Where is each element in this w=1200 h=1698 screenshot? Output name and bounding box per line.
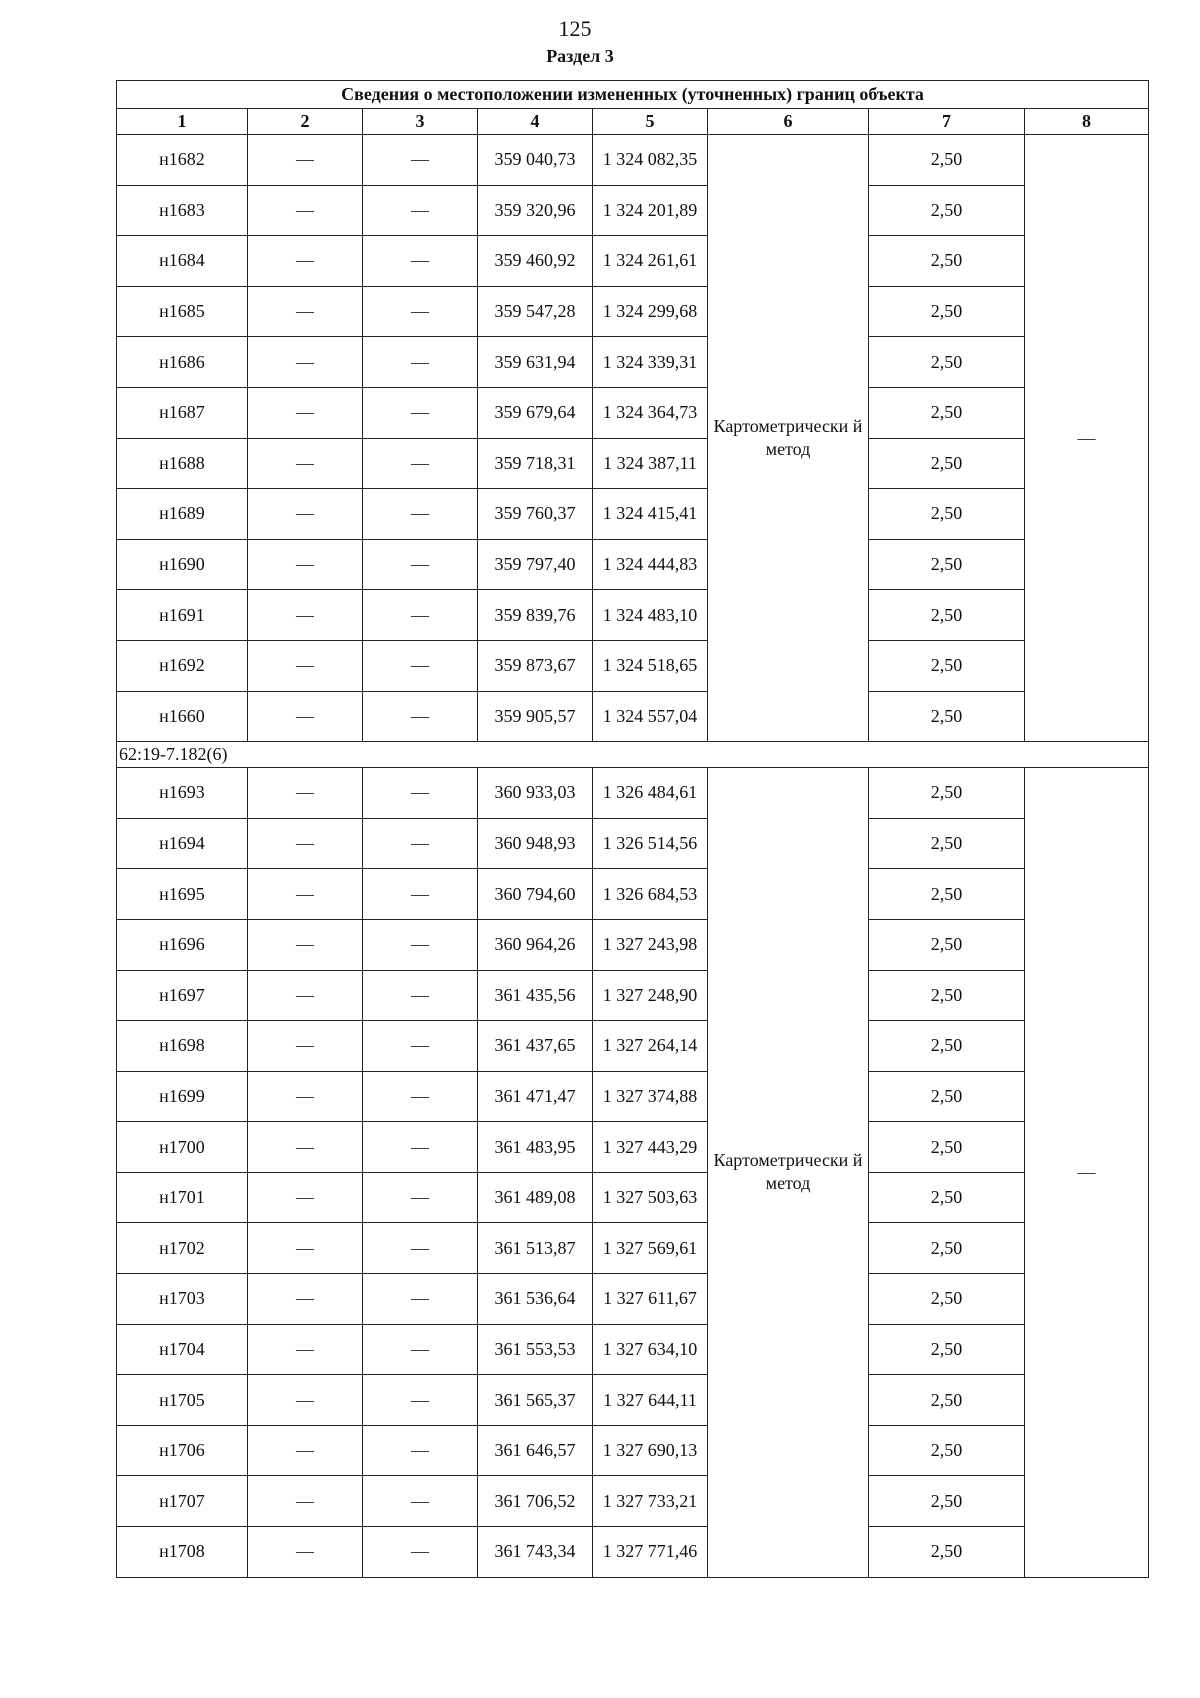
y-coordinate-cell: 1 324 483,10 <box>593 590 708 641</box>
table-row <box>117 1122 1149 1173</box>
point-name-cell: н1687 <box>117 387 248 438</box>
table-row <box>117 1223 1149 1274</box>
x-coordinate-cell: 361 646,57 <box>478 1425 593 1476</box>
table-row <box>117 1476 1149 1527</box>
col2-cell: — <box>248 1021 363 1072</box>
x-coordinate-cell: 359 760,37 <box>478 489 593 540</box>
x-coordinate-cell: 359 679,64 <box>478 387 593 438</box>
accuracy-cell: 2,50 <box>869 1223 1025 1274</box>
col8-cell: — <box>1025 135 1149 742</box>
col2-cell: — <box>248 1324 363 1375</box>
table-row <box>117 135 1149 186</box>
point-name-cell: н1694 <box>117 818 248 869</box>
accuracy-cell: 2,50 <box>869 1476 1025 1527</box>
x-coordinate-cell: 361 706,52 <box>478 1476 593 1527</box>
method-cell: Картометрически й метод <box>708 768 869 1578</box>
point-name-cell: н1701 <box>117 1172 248 1223</box>
x-coordinate-cell: 361 471,47 <box>478 1071 593 1122</box>
y-coordinate-cell: 1 327 733,21 <box>593 1476 708 1527</box>
col2-cell: — <box>248 590 363 641</box>
y-coordinate-cell: 1 327 248,90 <box>593 970 708 1021</box>
table-row <box>117 438 1149 489</box>
col3-cell: — <box>363 970 478 1021</box>
point-name-cell: н1704 <box>117 1324 248 1375</box>
col2-cell: — <box>248 768 363 819</box>
accuracy-cell: 2,50 <box>869 590 1025 641</box>
column-number: 3 <box>363 109 478 135</box>
x-coordinate-cell: 359 839,76 <box>478 590 593 641</box>
point-name-cell: н1686 <box>117 337 248 388</box>
accuracy-cell: 2,50 <box>869 1274 1025 1325</box>
y-coordinate-cell: 1 326 514,56 <box>593 818 708 869</box>
col2-cell: — <box>248 919 363 970</box>
col3-cell: — <box>363 640 478 691</box>
col2-cell: — <box>248 286 363 337</box>
point-name-cell: н1698 <box>117 1021 248 1072</box>
x-coordinate-cell: 361 437,65 <box>478 1021 593 1072</box>
x-coordinate-cell: 361 513,87 <box>478 1223 593 1274</box>
point-name-cell: н1705 <box>117 1375 248 1426</box>
col3-cell: — <box>363 1527 478 1578</box>
col3-cell: — <box>363 337 478 388</box>
accuracy-cell: 2,50 <box>869 919 1025 970</box>
col3-cell: — <box>363 236 478 287</box>
point-name-cell: н1688 <box>117 438 248 489</box>
column-number: 8 <box>1025 109 1149 135</box>
accuracy-cell: 2,50 <box>869 539 1025 590</box>
col2-cell: — <box>248 236 363 287</box>
accuracy-cell: 2,50 <box>869 1071 1025 1122</box>
table-row <box>117 1324 1149 1375</box>
table-row <box>117 590 1149 641</box>
table-row <box>117 387 1149 438</box>
x-coordinate-cell: 360 964,26 <box>478 919 593 970</box>
x-coordinate-cell: 359 040,73 <box>478 135 593 186</box>
col3-cell: — <box>363 1021 478 1072</box>
point-name-cell: н1699 <box>117 1071 248 1122</box>
x-coordinate-cell: 361 743,34 <box>478 1527 593 1578</box>
col2-cell: — <box>248 1274 363 1325</box>
accuracy-cell: 2,50 <box>869 489 1025 540</box>
point-name-cell: н1683 <box>117 185 248 236</box>
accuracy-cell: 2,50 <box>869 818 1025 869</box>
table-row <box>117 1425 1149 1476</box>
accuracy-cell: 2,50 <box>869 286 1025 337</box>
y-coordinate-cell: 1 324 387,11 <box>593 438 708 489</box>
y-coordinate-cell: 1 324 518,65 <box>593 640 708 691</box>
table-row <box>117 1172 1149 1223</box>
col3-cell: — <box>363 691 478 742</box>
col3-cell: — <box>363 1375 478 1426</box>
col2-cell: — <box>248 539 363 590</box>
col2-cell: — <box>248 970 363 1021</box>
y-coordinate-cell: 1 327 771,46 <box>593 1527 708 1578</box>
col3-cell: — <box>363 1122 478 1173</box>
point-name-cell: н1695 <box>117 869 248 920</box>
x-coordinate-cell: 360 933,03 <box>478 768 593 819</box>
table-row <box>117 640 1149 691</box>
table-row <box>117 236 1149 287</box>
col3-cell: — <box>363 919 478 970</box>
col2-cell: — <box>248 691 363 742</box>
accuracy-cell: 2,50 <box>869 135 1025 186</box>
column-number-row <box>117 109 1149 135</box>
col2-cell: — <box>248 1172 363 1223</box>
point-name-cell: н1702 <box>117 1223 248 1274</box>
col2-cell: — <box>248 640 363 691</box>
table-caption: Сведения о местоположении измененных (уточненных) границ объекта <box>117 81 1149 109</box>
accuracy-cell: 2,50 <box>869 970 1025 1021</box>
col2-cell: — <box>248 1375 363 1426</box>
table-row <box>117 919 1149 970</box>
col3-cell: — <box>363 818 478 869</box>
table-row <box>117 185 1149 236</box>
accuracy-cell: 2,50 <box>869 640 1025 691</box>
y-coordinate-cell: 1 324 415,41 <box>593 489 708 540</box>
x-coordinate-cell: 361 489,08 <box>478 1172 593 1223</box>
col3-cell: — <box>363 1274 478 1325</box>
x-coordinate-cell: 359 718,31 <box>478 438 593 489</box>
x-coordinate-cell: 361 483,95 <box>478 1122 593 1173</box>
col2-cell: — <box>248 387 363 438</box>
point-name-cell: н1693 <box>117 768 248 819</box>
point-name-cell: н1700 <box>117 1122 248 1173</box>
col2-cell: — <box>248 1071 363 1122</box>
col3-cell: — <box>363 387 478 438</box>
x-coordinate-cell: 361 565,37 <box>478 1375 593 1426</box>
table-row <box>117 1375 1149 1426</box>
y-coordinate-cell: 1 327 374,88 <box>593 1071 708 1122</box>
point-name-cell: н1708 <box>117 1527 248 1578</box>
section-title: Раздел 3 <box>546 46 614 66</box>
y-coordinate-cell: 1 324 444,83 <box>593 539 708 590</box>
table-row <box>117 1527 1149 1578</box>
col3-cell: — <box>363 1476 478 1527</box>
accuracy-cell: 2,50 <box>869 1324 1025 1375</box>
table-row <box>117 1274 1149 1325</box>
point-name-cell: н1696 <box>117 919 248 970</box>
point-name-cell: н1706 <box>117 1425 248 1476</box>
boundary-table <box>116 80 1149 1578</box>
y-coordinate-cell: 1 327 634,10 <box>593 1324 708 1375</box>
table-row <box>117 768 1149 819</box>
y-coordinate-cell: 1 327 503,63 <box>593 1172 708 1223</box>
accuracy-cell: 2,50 <box>869 1375 1025 1426</box>
point-name-cell: н1703 <box>117 1274 248 1325</box>
table-row <box>117 286 1149 337</box>
column-number: 4 <box>478 109 593 135</box>
col3-cell: — <box>363 1172 478 1223</box>
accuracy-cell: 2,50 <box>869 236 1025 287</box>
y-coordinate-cell: 1 324 201,89 <box>593 185 708 236</box>
col2-cell: — <box>248 337 363 388</box>
y-coordinate-cell: 1 324 364,73 <box>593 387 708 438</box>
point-name-cell: н1691 <box>117 590 248 641</box>
point-name-cell: н1684 <box>117 236 248 287</box>
col3-cell: — <box>363 869 478 920</box>
accuracy-cell: 2,50 <box>869 869 1025 920</box>
col3-cell: — <box>363 590 478 641</box>
accuracy-cell: 2,50 <box>869 185 1025 236</box>
table-row <box>117 691 1149 742</box>
y-coordinate-cell: 1 327 611,67 <box>593 1274 708 1325</box>
point-name-cell: н1707 <box>117 1476 248 1527</box>
y-coordinate-cell: 1 324 557,04 <box>593 691 708 742</box>
x-coordinate-cell: 359 320,96 <box>478 185 593 236</box>
x-coordinate-cell: 359 873,67 <box>478 640 593 691</box>
parcel-group-label: 62:19-7.182(6) <box>117 742 1149 768</box>
method-cell: Картометрически й метод <box>708 135 869 742</box>
y-coordinate-cell: 1 327 243,98 <box>593 919 708 970</box>
x-coordinate-cell: 360 794,60 <box>478 869 593 920</box>
col8-cell: — <box>1025 768 1149 1578</box>
point-name-cell: н1660 <box>117 691 248 742</box>
accuracy-cell: 2,50 <box>869 1425 1025 1476</box>
point-name-cell: н1690 <box>117 539 248 590</box>
y-coordinate-cell: 1 327 443,29 <box>593 1122 708 1173</box>
x-coordinate-cell: 359 905,57 <box>478 691 593 742</box>
y-coordinate-cell: 1 326 684,53 <box>593 869 708 920</box>
accuracy-cell: 2,50 <box>869 691 1025 742</box>
col3-cell: — <box>363 286 478 337</box>
accuracy-cell: 2,50 <box>869 1021 1025 1072</box>
accuracy-cell: 2,50 <box>869 438 1025 489</box>
col2-cell: — <box>248 185 363 236</box>
col2-cell: — <box>248 135 363 186</box>
accuracy-cell: 2,50 <box>869 337 1025 388</box>
table-row <box>117 337 1149 388</box>
table-row <box>117 1021 1149 1072</box>
col3-cell: — <box>363 1223 478 1274</box>
x-coordinate-cell: 361 536,64 <box>478 1274 593 1325</box>
y-coordinate-cell: 1 327 264,14 <box>593 1021 708 1072</box>
y-coordinate-cell: 1 327 569,61 <box>593 1223 708 1274</box>
x-coordinate-cell: 361 435,56 <box>478 970 593 1021</box>
y-coordinate-cell: 1 327 644,11 <box>593 1375 708 1426</box>
col3-cell: — <box>363 768 478 819</box>
accuracy-cell: 2,50 <box>869 387 1025 438</box>
col2-cell: — <box>248 438 363 489</box>
col3-cell: — <box>363 438 478 489</box>
y-coordinate-cell: 1 324 261,61 <box>593 236 708 287</box>
x-coordinate-cell: 360 948,93 <box>478 818 593 869</box>
table-row <box>117 970 1149 1021</box>
col3-cell: — <box>363 489 478 540</box>
column-number: 5 <box>593 109 708 135</box>
y-coordinate-cell: 1 324 082,35 <box>593 135 708 186</box>
y-coordinate-cell: 1 327 690,13 <box>593 1425 708 1476</box>
column-number: 7 <box>869 109 1025 135</box>
table-row <box>117 818 1149 869</box>
col3-cell: — <box>363 1324 478 1375</box>
y-coordinate-cell: 1 326 484,61 <box>593 768 708 819</box>
accuracy-cell: 2,50 <box>869 1527 1025 1578</box>
table-row <box>117 869 1149 920</box>
table-row <box>117 1071 1149 1122</box>
accuracy-cell: 2,50 <box>869 1122 1025 1173</box>
accuracy-cell: 2,50 <box>869 1172 1025 1223</box>
x-coordinate-cell: 359 797,40 <box>478 539 593 590</box>
col3-cell: — <box>363 1425 478 1476</box>
col2-cell: — <box>248 818 363 869</box>
col3-cell: — <box>363 1071 478 1122</box>
page-number: 125 <box>558 16 592 41</box>
column-number: 2 <box>248 109 363 135</box>
x-coordinate-cell: 359 547,28 <box>478 286 593 337</box>
table-row <box>117 539 1149 590</box>
col2-cell: — <box>248 1476 363 1527</box>
col3-cell: — <box>363 185 478 236</box>
col2-cell: — <box>248 869 363 920</box>
x-coordinate-cell: 359 631,94 <box>478 337 593 388</box>
column-number: 6 <box>708 109 869 135</box>
col2-cell: — <box>248 489 363 540</box>
point-name-cell: н1697 <box>117 970 248 1021</box>
point-name-cell: н1689 <box>117 489 248 540</box>
table-row <box>117 489 1149 540</box>
x-coordinate-cell: 361 553,53 <box>478 1324 593 1375</box>
col2-cell: — <box>248 1223 363 1274</box>
col2-cell: — <box>248 1425 363 1476</box>
point-name-cell: н1692 <box>117 640 248 691</box>
col2-cell: — <box>248 1527 363 1578</box>
col2-cell: — <box>248 1122 363 1173</box>
col3-cell: — <box>363 135 478 186</box>
point-name-cell: н1682 <box>117 135 248 186</box>
column-number: 1 <box>117 109 248 135</box>
y-coordinate-cell: 1 324 339,31 <box>593 337 708 388</box>
accuracy-cell: 2,50 <box>869 768 1025 819</box>
x-coordinate-cell: 359 460,92 <box>478 236 593 287</box>
point-name-cell: н1685 <box>117 286 248 337</box>
col3-cell: — <box>363 539 478 590</box>
y-coordinate-cell: 1 324 299,68 <box>593 286 708 337</box>
